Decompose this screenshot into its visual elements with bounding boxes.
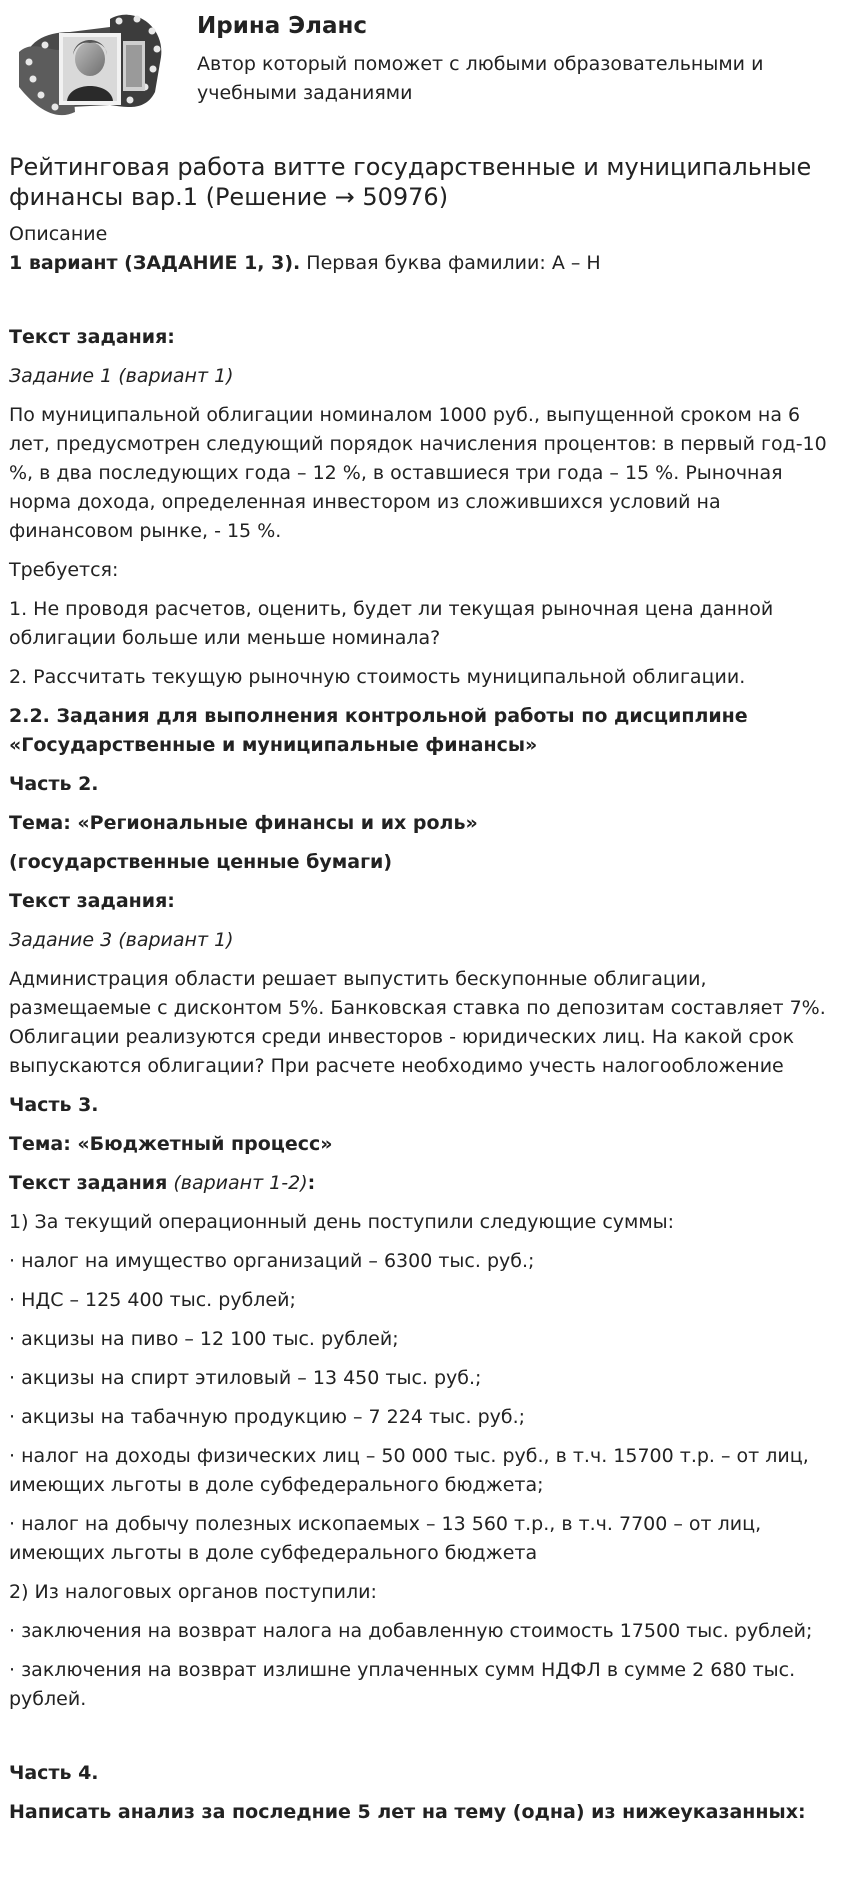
part-3-heading: Часть 3.: [9, 1094, 99, 1116]
requirement-1: 1. Не проводя расчетов, оценить, будет ли текущая рыночная цена данной облигации больше или меньше номинала?: [9, 598, 774, 649]
variant-rest: Первая буква фамилии: А – Н: [300, 252, 601, 274]
list-item: · акцизы на спирт этиловый – 13 450 тыс. руб.;: [9, 1367, 482, 1389]
list-item: 2) Из налоговых органов поступили:: [9, 1581, 377, 1603]
task1-body: По муниципальной облигации номиналом 1000 руб., выпущенной сроком на 6 лет, предусмотрен следующий порядок начисления процентов: в первый год-10 %, в два последующих года – 12 %, в оставшиеся три года – 15 %. Рыночная норма дохода, определенная инвестором из сложившихся условий на финансовом рынке, - 15 %.: [9, 404, 827, 542]
list-item: · заключения на возврат излишне уплаченных сумм НДФЛ в сумме 2 680 тыс. рублей.: [9, 1659, 796, 1710]
required-label: Требуется:: [9, 559, 119, 581]
list-item: · налог на доходы физических лиц – 50 000 тыс. руб., в т.ч. 15700 т.р. – от лиц, имеющих льготы в доле субфедерального бюджета;: [9, 1445, 809, 1496]
task-text-label: Текст задания:: [9, 326, 175, 348]
page-title: Рейтинговая работа витте государственные и муниципальные финансы вар.1 (Решение → 50976): [9, 153, 812, 211]
task-text-bold: Текст задания: [9, 1172, 168, 1194]
task-text-colon: :: [307, 1172, 316, 1194]
theme-2-subheading: (государственные ценные бумаги): [9, 851, 393, 873]
description-label: Описание: [9, 223, 108, 245]
list-item: 1) За текущий операционный день поступили следующие суммы:: [9, 1211, 675, 1233]
requirement-2: 2. Рассчитать текущую рыночную стоимость муниципальной облигации.: [9, 666, 746, 688]
author-description: Автор который поможет с любыми образовательными и учебными заданиями: [197, 53, 764, 104]
task-text-label-variant: [9, 1169, 838, 1198]
list-item: · налог на добычу полезных ископаемых – 13 560 т.р., в т.ч. 7700 – от лиц, имеющих льготы в доле субфедерального бюджета: [9, 1513, 762, 1564]
variant-bold: 1 вариант (ЗАДАНИЕ 1, 3).: [9, 252, 301, 274]
part-2-heading: Часть 2.: [9, 773, 99, 795]
task-text-label: Текст задания:: [9, 890, 175, 912]
film-strip-avatar-icon[interactable]: [15, 7, 165, 127]
task-text-italic: (вариант 1-2): [167, 1172, 308, 1194]
author-block: [9, 0, 838, 140]
variant-line: [9, 249, 838, 278]
task3-heading: Задание 3 (вариант 1): [9, 929, 234, 951]
list-item: · налог на имущество организаций – 6300 тыс. руб.;: [9, 1250, 535, 1272]
theme-2-heading: Тема: «Региональные финансы и их роль»: [9, 812, 478, 834]
section-2-2-heading: 2.2. Задания для выполнения контрольной работы по дисциплине «Государственные и муниципальные финансы»: [9, 705, 748, 756]
task1-heading: Задание 1 (вариант 1): [9, 365, 234, 387]
list-item: · акцизы на табачную продукцию – 7 224 тыс. руб.;: [9, 1406, 526, 1428]
theme-3-heading: Тема: «Бюджетный процесс»: [9, 1133, 333, 1155]
task3-body: Администрация области решает выпустить бескупонные облигации, размещаемые с дисконтом 5%. Банковская ставка по депозитам составляет 7%. Облигации реализуются среди инвесторов - юридических лиц. На какой срок выпускаются облигации? При расчете необходимо учесть налогообложение: [9, 968, 826, 1077]
author-name[interactable]: Ирина Эланс: [197, 13, 368, 39]
list-item: · заключения на возврат налога на добавленную стоимость 17500 тыс. рублей;: [9, 1620, 813, 1642]
part-4-task: Написать анализ за последние 5 лет на тему (одна) из нижеуказанных:: [9, 1801, 806, 1823]
list-item: · акцизы на пиво – 12 100 тыс. рублей;: [9, 1328, 399, 1350]
list-item: · НДС – 125 400 тыс. рублей;: [9, 1289, 296, 1311]
part-4-heading: Часть 4.: [9, 1762, 99, 1784]
